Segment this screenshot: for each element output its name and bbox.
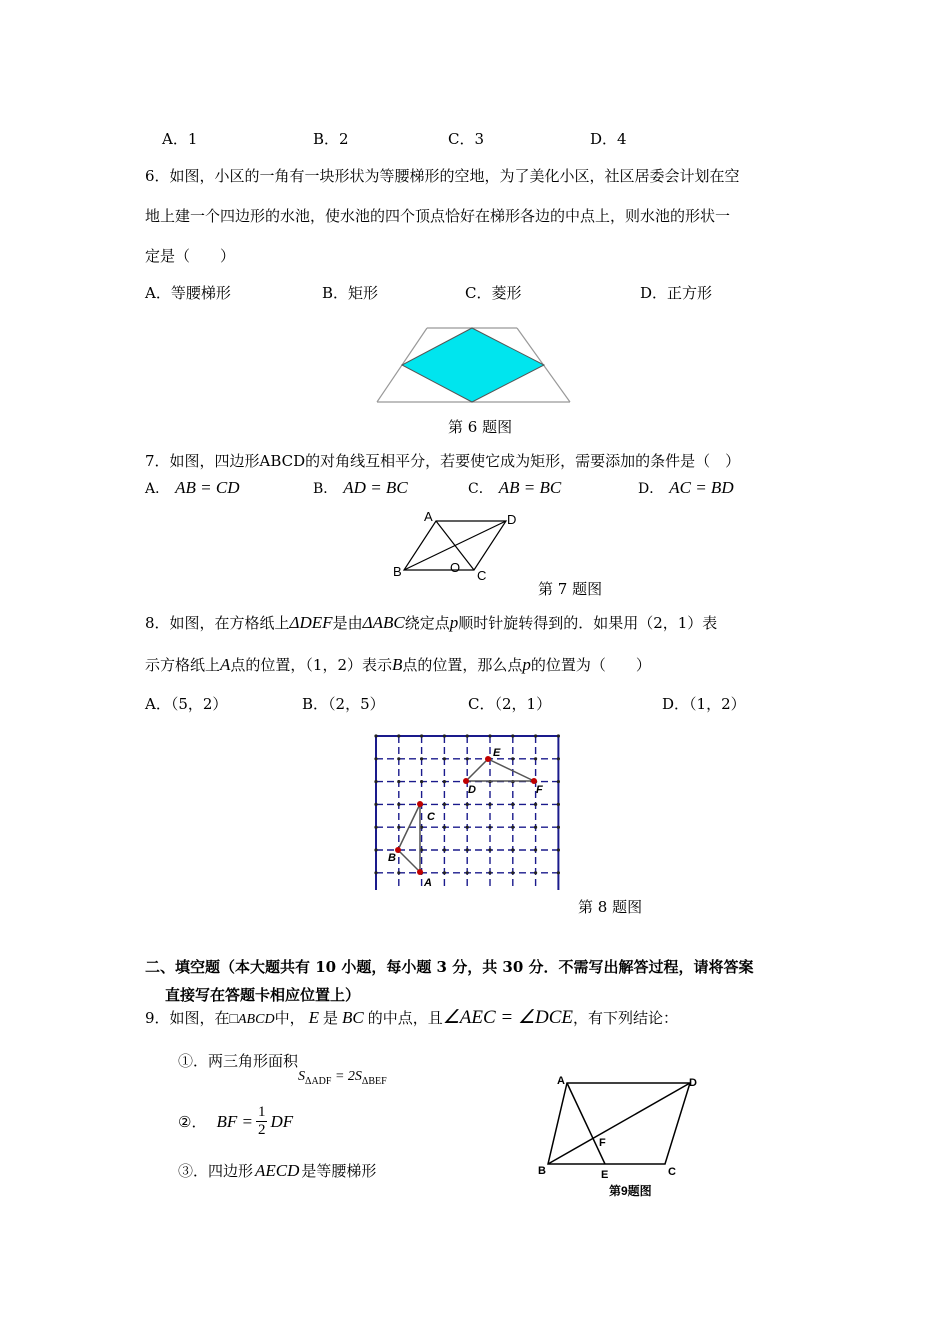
q9-label-e: E bbox=[601, 1169, 609, 1181]
q5-option-b: B．2 bbox=[313, 130, 349, 148]
q8-grid-node bbox=[466, 734, 469, 737]
q6-stem-line-3: 定是（ ） bbox=[145, 247, 236, 265]
q8-text-5: 示方格纸上 bbox=[145, 656, 221, 674]
q8-option-b: B．（2，5） bbox=[302, 695, 385, 713]
q8-grid-node bbox=[488, 734, 491, 737]
q8-grid-node bbox=[443, 826, 446, 829]
q9-c2-fraction bbox=[256, 1104, 268, 1139]
q9-point-e: E bbox=[308, 1008, 319, 1027]
q9-text-1: 9．如图，在 bbox=[145, 1009, 230, 1027]
q7-label-a: A bbox=[424, 509, 433, 524]
q6-option-a: A．等腰梯形 bbox=[145, 284, 231, 302]
q8-grid-node bbox=[557, 871, 560, 874]
q8-grid-node bbox=[557, 734, 560, 737]
q8-grid-node bbox=[397, 803, 400, 806]
q8-point-p: p bbox=[449, 613, 459, 632]
q8-grid-node bbox=[534, 848, 537, 851]
q8-grid-node bbox=[420, 757, 423, 760]
q8-grid-node bbox=[511, 848, 514, 851]
q8-stem-line-2 bbox=[145, 654, 651, 675]
q7-label-c: C bbox=[477, 568, 487, 583]
q9-text-5: ，有下列结论： bbox=[573, 1009, 679, 1027]
q9-c3-tail: 是等腰梯形 bbox=[301, 1162, 377, 1180]
q9-c2-denominator: 2 bbox=[257, 1122, 266, 1138]
q8-text-3: 绕定点 bbox=[404, 614, 450, 632]
q9-c1-s: S bbox=[298, 1069, 306, 1084]
q9-parallelogram-abcd: □ABCD bbox=[229, 1012, 275, 1027]
q8-grid-node bbox=[397, 757, 400, 760]
q8-grid-lines bbox=[374, 734, 560, 890]
q7-option-b bbox=[313, 478, 408, 498]
q8-label-d: D bbox=[468, 784, 476, 796]
q8-grid-node bbox=[511, 803, 514, 806]
q7-option-c-letter: C． bbox=[468, 481, 493, 497]
q8-point-b: B bbox=[392, 655, 403, 674]
q8-triangle-abc: ΔABC bbox=[362, 613, 405, 632]
q8-grid-node bbox=[466, 757, 469, 760]
q8-text-8: 的位置为（ ） bbox=[530, 656, 651, 674]
q8-grid-node bbox=[397, 826, 400, 829]
q8-text-1: 8．如图，在方格纸上 bbox=[145, 614, 290, 632]
q7-option-d-math: AC = BD bbox=[669, 478, 734, 497]
q9-c2-prefix: ②． bbox=[178, 1113, 207, 1131]
q6-caption: 第 6 题图 bbox=[448, 418, 513, 436]
q8-grid-node bbox=[443, 848, 446, 851]
q9-label-d: D bbox=[689, 1077, 697, 1089]
q6-option-d: D．正方形 bbox=[640, 284, 713, 302]
q8-triangle-abc-shape bbox=[398, 804, 420, 872]
q9-segment-bc: BC bbox=[341, 1008, 364, 1027]
q8-grid-node bbox=[466, 871, 469, 874]
q8-grid-node bbox=[488, 803, 491, 806]
q8-grid-node bbox=[420, 734, 423, 737]
q9-angle-condition: ∠AEC = ∠DCE bbox=[442, 1007, 574, 1028]
q8-text-4: 顺时针旋转得到的．如果用（2，1）表 bbox=[458, 614, 718, 632]
q5-option-d: D．4 bbox=[590, 130, 627, 148]
q8-grid-figure bbox=[372, 732, 564, 890]
q9-text-3: 是 bbox=[322, 1009, 338, 1027]
q9-text-4: 的中点，且 bbox=[367, 1009, 443, 1027]
q8-option-a: A．（5，2） bbox=[145, 695, 228, 713]
q7-option-c bbox=[468, 478, 561, 498]
q5-option-a: A．1 bbox=[162, 130, 198, 148]
q6-stem-line-2: 地上建一个四边形的水池，使水池的四个顶点恰好在梯形各边的中点上，则水池的形状一 bbox=[145, 207, 731, 225]
q8-grid-node bbox=[534, 803, 537, 806]
q9-c1-sub2: ΔBEF bbox=[361, 1075, 387, 1087]
q9-c1-sub1: ΔADF bbox=[305, 1075, 332, 1087]
q8-grid-node bbox=[466, 803, 469, 806]
q8-label-c: C bbox=[427, 811, 435, 823]
q9-label-c: C bbox=[668, 1166, 676, 1178]
q8-grid-node bbox=[557, 780, 560, 783]
q7-option-a-math: AB = CD bbox=[175, 478, 240, 497]
q8-text-6: 点的位置，（1，2）表示 bbox=[230, 656, 392, 674]
q8-label-f: F bbox=[536, 784, 543, 796]
q8-grid-node bbox=[443, 803, 446, 806]
q7-stem: 7．如图，四边形ABCD的对角线互相平分，若要使它成为矩形，需要添加的条件是（ ） bbox=[145, 452, 741, 470]
q9-label-b: B bbox=[538, 1165, 546, 1177]
q8-grid-node bbox=[374, 757, 377, 760]
q8-grid-node bbox=[488, 871, 491, 874]
q8-stem-line-1 bbox=[145, 612, 717, 633]
q8-grid-node bbox=[443, 871, 446, 874]
q7-figure bbox=[388, 508, 528, 588]
q8-grid-node bbox=[466, 826, 469, 829]
q7-option-a-letter: A． bbox=[145, 481, 170, 497]
q7-option-c-math: AB = BC bbox=[498, 478, 562, 497]
q9-caption: 第9题图 bbox=[609, 1184, 652, 1198]
q7-option-d bbox=[638, 478, 734, 498]
q6-pool-rhombus bbox=[402, 328, 544, 402]
q8-grid-node bbox=[397, 871, 400, 874]
q7-option-d-letter: D． bbox=[638, 481, 664, 497]
q9-c1-text: ①．两三角形面积 bbox=[178, 1052, 299, 1070]
q9-c2-left: BF = bbox=[216, 1111, 253, 1131]
q8-grid-node bbox=[374, 871, 377, 874]
q8-grid-node bbox=[466, 848, 469, 851]
q8-grid-node bbox=[443, 780, 446, 783]
q9-text-2: 中， bbox=[274, 1009, 305, 1027]
q8-grid-node bbox=[443, 734, 446, 737]
q8-grid-node bbox=[534, 757, 537, 760]
q7-label-b: B bbox=[393, 564, 402, 579]
q9-stem bbox=[145, 1006, 678, 1029]
q7-option-b-math: AD = BC bbox=[343, 478, 408, 497]
q8-point-a: A bbox=[220, 655, 231, 674]
q6-figure bbox=[370, 322, 580, 408]
q8-triangle-def: ΔDEF bbox=[289, 613, 333, 632]
q8-point-c-dot bbox=[417, 801, 423, 807]
q8-grid-node bbox=[488, 848, 491, 851]
section-2-heading-line-2: 直接写在答题卡相应位置上） bbox=[165, 986, 361, 1004]
q8-grid-node bbox=[420, 780, 423, 783]
q8-grid-node bbox=[557, 826, 560, 829]
q7-option-a bbox=[145, 478, 239, 498]
q8-grid-node bbox=[443, 757, 446, 760]
q8-grid-node bbox=[511, 757, 514, 760]
q8-grid-node bbox=[511, 871, 514, 874]
q7-caption: 第 7 题图 bbox=[538, 580, 603, 598]
q8-grid-node bbox=[557, 803, 560, 806]
q8-label-b: B bbox=[388, 852, 396, 864]
q7-option-b-letter: B． bbox=[313, 481, 338, 497]
q6-stem-line-1: 6．如图，小区的一角有一块形状为等腰梯形的空地，为了美化小区，社区居委会计划在空 bbox=[145, 167, 740, 185]
q8-point-e-dot bbox=[485, 756, 491, 762]
q9-c2-numerator: 1 bbox=[257, 1104, 266, 1120]
q8-grid-node bbox=[557, 757, 560, 760]
q8-grid-node bbox=[534, 826, 537, 829]
q8-caption: 第 8 题图 bbox=[578, 898, 643, 916]
q7-label-d: D bbox=[507, 512, 517, 527]
q8-grid-node bbox=[374, 848, 377, 851]
q9-label-a: A bbox=[557, 1075, 565, 1087]
q8-grid-node bbox=[374, 803, 377, 806]
q6-option-b: B．矩形 bbox=[322, 284, 379, 302]
q8-grid-node bbox=[534, 871, 537, 874]
q8-grid-node bbox=[511, 734, 514, 737]
q9-c3-math: AECD bbox=[255, 1161, 300, 1180]
section-2-heading-line-1: 二、填空题（本大题共有 10 小题，每小题 3 分，共 30 分．不需写出解答过程，请将答案 bbox=[145, 958, 754, 976]
q8-triangle-def-shape bbox=[466, 759, 534, 781]
q8-label-e: E bbox=[493, 747, 501, 759]
q8-label-a: A bbox=[424, 877, 432, 889]
q8-option-c: C．（2，1） bbox=[468, 695, 552, 713]
q7-label-o: O bbox=[450, 560, 461, 575]
q8-grid-node bbox=[534, 734, 537, 737]
q8-grid-node bbox=[557, 848, 560, 851]
q8-point-a-dot bbox=[417, 869, 423, 875]
q9-conclusion-3 bbox=[178, 1160, 376, 1181]
q8-grid-node bbox=[374, 826, 377, 829]
q9-c2-right: DF bbox=[270, 1111, 294, 1131]
q9-segment-ae bbox=[567, 1083, 605, 1164]
q6-option-c: C．菱形 bbox=[465, 284, 522, 302]
q8-text-2: 是由 bbox=[332, 614, 363, 632]
q5-option-c: C．3 bbox=[448, 130, 485, 148]
q9-label-f: F bbox=[599, 1137, 606, 1149]
q8-grid-node bbox=[397, 734, 400, 737]
q8-option-d: D．（1，2） bbox=[662, 695, 746, 713]
q8-grid-node bbox=[374, 780, 377, 783]
q9-c1-eq: = 2S bbox=[331, 1069, 362, 1084]
q9-c1-formula bbox=[298, 1069, 387, 1087]
q8-grid-node bbox=[511, 826, 514, 829]
q9-c3-text: ③．四边形 bbox=[178, 1162, 254, 1180]
q8-grid-node bbox=[488, 826, 491, 829]
q9-conclusion-2 bbox=[178, 1104, 293, 1139]
q8-grid-node bbox=[397, 780, 400, 783]
q8-point-p-2: p bbox=[522, 655, 531, 674]
q8-text-7: 点的位置，那么点 bbox=[402, 656, 523, 674]
q8-grid-node bbox=[374, 734, 377, 737]
q9-figure bbox=[535, 1072, 710, 1202]
